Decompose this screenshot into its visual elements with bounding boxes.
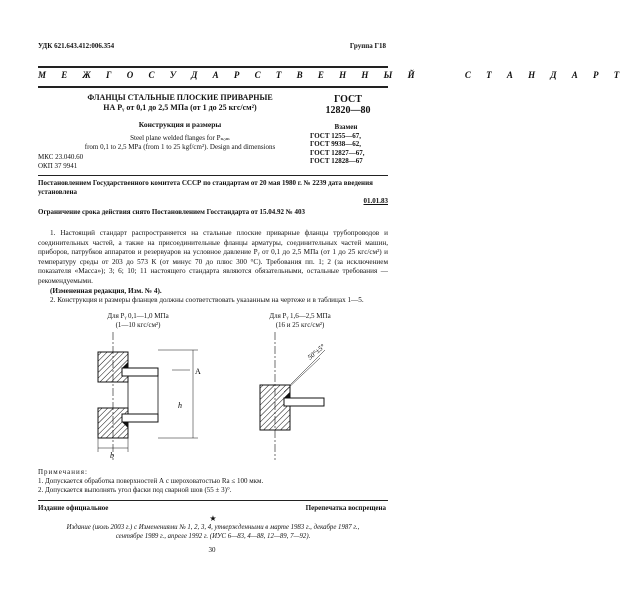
title-block bbox=[60, 93, 300, 113]
notes bbox=[38, 468, 388, 495]
codes-rule bbox=[38, 175, 388, 176]
flange-drawing-left bbox=[78, 330, 218, 465]
note-item: 2. Допускается выполнять угол фаски под сварной шов (55 ± 3)°. bbox=[38, 486, 232, 494]
mks-code: МКС 23.040.60 bbox=[38, 153, 84, 161]
gost-number-block bbox=[312, 94, 384, 116]
title-line-2: НА Pᵧ от 0,1 до 2,5 МПа (от 1 до 25 кгс/см²) bbox=[103, 103, 257, 112]
classification-codes bbox=[38, 153, 83, 170]
english-title bbox=[60, 134, 300, 152]
replaced-item: ГОСТ 9938—62, bbox=[310, 140, 362, 149]
edition-note: Издание (июль 2003 г.) с Изменениями № 1, 2, 3, 4, утвержденными в марте 1983 г., декабре 1987 г., сентябре 1989 г., апреле 1992 г. (ИУС 6—83, 4—88, 12—89, 7—92). bbox=[66, 524, 360, 540]
label-b: b bbox=[110, 451, 114, 460]
banner-rule bbox=[38, 86, 388, 88]
left-figure-caption bbox=[78, 312, 198, 329]
edit-note: (Измененная редакция, Изм. № 4). bbox=[50, 286, 162, 295]
official-edition: Издание официальное bbox=[38, 504, 109, 512]
decree-text: Постановлением Государственного комитета СССР по стандартам от 20 мая 1980 г. № 2239 дата введения установлена bbox=[38, 179, 373, 196]
flange-drawing-right bbox=[250, 330, 360, 465]
gost-label: ГОСТ bbox=[334, 94, 362, 105]
english-title-line-1: Steel plane welded flanges for Pₙₒₘ bbox=[130, 134, 230, 142]
banner: М Е Ж Г О С У Д А Р С Т В Е Н Н Ы Й С Т А Н Д А Р Т bbox=[38, 70, 626, 80]
gost-number: 12820—80 bbox=[325, 105, 371, 116]
replaced-item: ГОСТ 1255—67, bbox=[310, 131, 362, 140]
okp-code: ОКП 37 9941 bbox=[38, 161, 78, 170]
group-code: Группа Г18 bbox=[349, 42, 386, 50]
page-number: 30 bbox=[208, 546, 216, 554]
top-rule bbox=[38, 66, 388, 68]
right-figure-caption bbox=[240, 312, 360, 329]
label-A: А bbox=[195, 367, 201, 376]
subtitle: Конструкция и размеры bbox=[138, 120, 222, 129]
right-caption-line-1: Для Pᵧ 1,6—2,5 МПа bbox=[269, 312, 331, 320]
paragraph-2: 2. Конструкция и размеры фланцев должны соответствовать указанным на чертеже и в таблицах 1—5. bbox=[50, 296, 364, 305]
body-text bbox=[38, 229, 388, 306]
udc-code: УДК 621.643.412:006.354 bbox=[38, 42, 115, 50]
instead-label: Взамен bbox=[334, 123, 358, 131]
introduction-date: 01.01.83 bbox=[363, 197, 388, 205]
notes-title: Примечания: bbox=[38, 468, 88, 476]
replaced-item: ГОСТ 12827—67, bbox=[310, 148, 365, 157]
english-title-line-2: from 0,1 to 2,5 MPa (from 1 to 25 kgf/cm²). Design and dimensions bbox=[84, 143, 276, 151]
note-item: 1. Допускается обработка поверхностей А с шероховатостью Ra ≤ 100 мкм. bbox=[38, 477, 264, 485]
angle-label: 50°±5° bbox=[306, 342, 327, 362]
paragraph-1: 1. Настоящий стандарт распространяется на стальные плоские приварные фланцы трубопроводов и соединительных частей, а также на присоединительные фланцы арматуры, соединительных частей машин, приборов, патрубков аппаратов и резервуаров на условное давление Pᵧ от 0,1 до 2,5 МПа (от 1 до 25 кгс/см²) и температуру среды от 203 до 573 К (от минус 70 до плюс 300 °С). Требования пп. 1; 2 (за исключением показателя «Масса»); 3; 6; 10; 11 настоящего стандарта являются обязательными, остальные требования — рекомендуемыми. bbox=[38, 229, 388, 285]
left-caption-line-1: Для Pᵧ 0,1—1,0 МПа bbox=[107, 312, 169, 320]
footer-rule-top bbox=[38, 500, 388, 501]
limit-text: Ограничение срока действия снято Постановлением Госстандарта от 15.04.92 № 403 bbox=[38, 208, 306, 216]
star-mark: ★ bbox=[209, 514, 217, 523]
right-caption-line-2: (16 и 25 кгс/см²) bbox=[275, 320, 325, 329]
replaced-standards bbox=[300, 123, 392, 166]
title-line-1: ФЛАНЦЫ СТАЛЬНЫЕ ПЛОСКИЕ ПРИВАРНЫЕ bbox=[87, 93, 273, 102]
replaced-item: ГОСТ 12828—67 bbox=[310, 157, 363, 166]
reprint-notice: Перепечатка воспрещена bbox=[305, 504, 386, 512]
label-h: h bbox=[178, 401, 182, 410]
left-caption-line-2: (1—10 кгс/см²) bbox=[115, 320, 161, 329]
